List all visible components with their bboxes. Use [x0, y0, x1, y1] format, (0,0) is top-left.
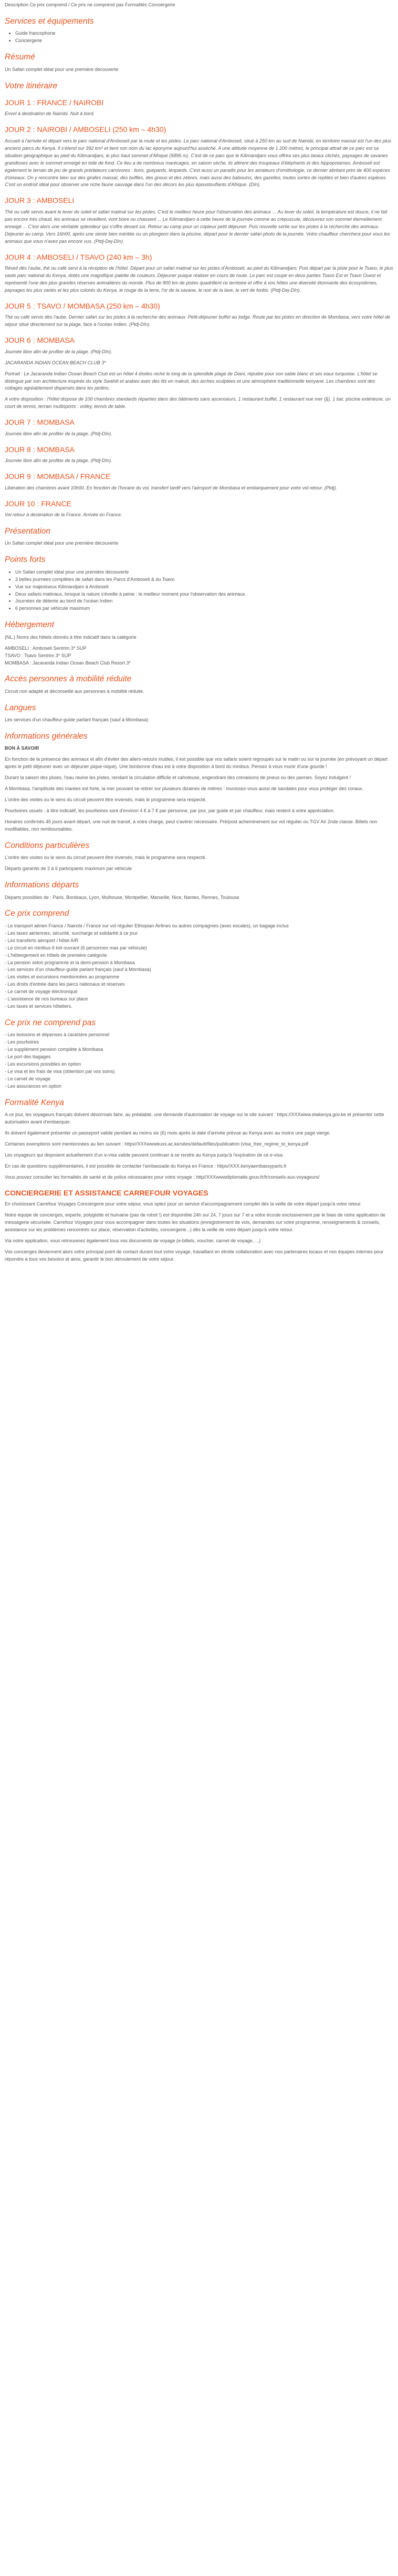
prix-ne-comprend-item: - Le visa et les frais de visa (obtention par vos soins) — [5, 1069, 115, 1075]
acces-text: Circuit non adapté et déconseillé aux personnes à mobilité réduite. — [5, 688, 144, 694]
day-title: JOUR 1 : FRANCE / NAIROBI — [5, 98, 104, 107]
day-text: Journée libre afin de profiter de la plage. (Ptdj-Dîn). — [5, 458, 112, 464]
prix-comprend-item: - Le circuit en minibus 6 toit ouvrant (6 personnes max par véhicule) — [5, 945, 147, 950]
prix-comprend-item: - Le transport aérien France / Nairobi / France sur vol régulier Ethiopian Airlines ou autres compagnies (avec escales), un bagage inclus — [5, 923, 289, 928]
day-text: Réveil dès l'aube, thé ou café servi à la réception de l'hôtel. Départ pour un safari matinal sur les pistes d'Amboseli, au pied du Kilimandjaro. Puis départ par la piste pour le Tsavo, le plus vaste parc national du Kenya, dotés une magnifique palette de couleurs. Déjeuner puique réaliser en cours de route. Le parc est coupé en deux parties Tsavo Est et Tsavo Ouest et représenté l'une des plus grandes réserves animalières du monde. Plus de 800 km de pistes quadrillent ce territoire et offre à vos hôtes une diversité étonnante des écosystèmes, paysages les plus variés et les plus colorés du Kenya, le rouge de la terre, l'or de la savane, le noir de la lave, le vert de forêts. (Ptdj-Dej-Dîn). — [5, 265, 393, 293]
prix-ne-comprend-list — [5, 1031, 393, 1090]
itinerary-title: Votre itinéraire — [5, 81, 58, 90]
day-title: JOUR 8 : MOMBASA — [5, 445, 75, 454]
prix-ne-comprend-item: - Le port des bagages — [5, 1054, 51, 1060]
day-text: Journée libre afin de profiter de la plage. (Ptdj-Dîn). — [5, 431, 112, 436]
day-title: JOUR 3 : AMBOSELI — [5, 196, 75, 205]
prix-comprend-item: - Les droits d'entrée dans les parcs nationaux et réserves — [5, 982, 125, 987]
prix-comprend-list — [5, 923, 393, 1010]
conciergerie-paragraph: Via notre application, vous retrouverez également tous vos documents de voyage (e-billets, voucher, carnet de voyage, ...) — [5, 1238, 261, 1244]
services-title: Services et équipements — [5, 16, 94, 26]
day-title: JOUR 6 : MOMBASA — [5, 336, 75, 345]
day-title: JOUR 2 : NAIROBI / AMBOSELI (250 km – 4h30) — [5, 125, 166, 134]
day-title: JOUR 4 : AMBOSELI / TSAVO (240 km – 3h) — [5, 252, 152, 261]
presentation-title: Présentation — [5, 527, 51, 536]
acces-title: Accès personnes à mobilité réduite — [5, 674, 132, 684]
formalite-paragraph: Les voyageurs qui disposent actuellement d'un e-visa valide peuvent continuer à se rendre au Kenya jusqu'à l'expiration de ce e-visa. — [5, 1152, 284, 1158]
description-tabs-line: Description Ce prix comprend / Ce prix ne comprend pas Formalités Conciergerie — [5, 2, 175, 7]
formalite-paragraph: Vous pouvez consulter les formalités de santé et de police nécessaires pour votre voyage : http//XXXwwwdiplomatie.gouv.fr/fr/conseils-aux-voyageurs/ — [5, 1174, 320, 1180]
day-title: JOUR 5 : TSAVO / MOMBASA (250 km – 4h30) — [5, 301, 160, 310]
day-text: Journée libre afin de profiter de la plage. (Ptdj-Dîn). — [5, 349, 112, 354]
document — [0, 0, 398, 1277]
day-text: Libération des chambres avant 10h00. En fonction de l'horaire du vol, transfert tardif vers l'aéroport de Mombasa et embarquement pour votre vol retour. (Ptdj). — [5, 485, 337, 490]
langues-title: Langues — [5, 703, 36, 712]
prix-comprend-item: - Les transferts aéroport / hôtel A/R — [5, 937, 79, 943]
prix-ne-comprend-item: - Les pourboires — [5, 1039, 39, 1045]
hotel-portrait: Portrait : Le Jacaranda Indian Ocean Beach Club est un hôtel 4 étoiles niché le long de la splendide plage de Diani, réputée pour son sable blanc et ses eaux turquoise. L'hôtel se distingue par son architecture inspirée du style Swahili et arabes avec des lits en makuti, des arches sculptées et une atmosphère traditionnelle kenyane. Les chambres sont des cottages agréablement dispersés dans les jardins. — [5, 371, 378, 391]
bon-a-savoir-subtitle: BON À SAVOIR — [5, 745, 39, 751]
prix-comprend-item: - Les visites et excursions mentionnées au programme — [5, 974, 120, 980]
formalite-paragraph: A ce jour, les voyageurs français doivent désormais faire, au préalable, une demande d'autorisation de voyage sur le site suivant : https://XXXwww.etakenya.gov.ke et présenter cette autorisation avant d'embarquer. — [5, 1112, 384, 1125]
info-paragraph: Pourboires usuels : à titre indicatif, les pourboires sont d'environ 4 € à 7 € par personne, par jour, par guide et par chauffeur, mais restent à votre appréciation. — [5, 808, 335, 814]
day-title: JOUR 10 : FRANCE — [5, 499, 71, 508]
prix-comprend-title: Ce prix comprend — [5, 909, 69, 918]
presentation-text: Un Safari complet idéal pour une première découverte — [5, 540, 119, 546]
info-paragraph: Horaires confirmés 45 jours avant départ, une nuit de transit, à votre charge, peut s'avérer nécessaire. Pré/post acheminement sur vol régulier ou TGV Air 2nde classe. Billets non modifiables, non remboursables. — [5, 819, 378, 832]
points-forts-list — [5, 569, 393, 613]
conditions-paragraph: L'ordre des visites ou le sens du circuit peuvent être inversés, mais le programme sera respecté. — [5, 855, 207, 861]
day-text: Envol à destination de Nairobi. Nuit à bord. — [5, 111, 95, 117]
day-title: JOUR 7 : MOMBASA — [5, 418, 75, 427]
info-paragraph: L'ordre des visites ou le sens du circuit peuvent être inversés, mais le programme sera respecté. — [5, 797, 207, 803]
prix-comprend-item: - Le carnet de voyage électronique — [5, 989, 78, 995]
day-text: Accueil à l'arrivée et départ vers le parc national d'Amboseli par la route et les pistes. Le parc national d'Amboseli, situé à 250 km au sud de Nairobi, en territoire massaï est l'un des plus anciens parcs du Kenya. Il s'étend sur 392 km² et tient son nom du lac éponyme aujourd'hui asséché. A une altitude moyenne de 1 200 mètres, le principal attrait de ce parc est sa situation géographique au pied du Kilimandjaro, le plus haut sommet d'Afrique (5895 m). C'est de ce parc que le Kilimandjaro vous offrira ses plus beaux clichés, paysages de savanes grandioses avec le sommet enneigé en toile de fond. Ce lieu a de nombreux marécages, en saison sèche, ils attirent des troupeaux d'éléphants et des hippopotames. Amboseli est également le terrain de jeu de grands prédateurs carnivores : lions, guépards, léopards. C'est aussi un paradis pour les amateurs d'ornithologie, ce dernier abritant près de 400 espèces d'oiseaux. On y rencontre bien sur des girafes massaï, des buffles, des gnous et des zèbres, mais aussi des babouins, des gazelles, toutes sortes de reptiles et bien d'autres espèces. C'est un endroit idéal pour observer une riche faune sauvage dans l'un des décors les plus époustouflants d'Afrique. (Dîn). — [5, 138, 392, 188]
points-forts-item: • 6 personnes par véhicule maximum — [15, 605, 393, 612]
prix-comprend-item: - Les taxes et services hôteliers. — [5, 1004, 72, 1009]
info-paragraph: Durant la saison des pluies, l'eau ravine les pistes, rendant la circulation difficile et cahoteuse, engendrant des crevaisons de pneus ou des pannes. Soyez indulgent ! — [5, 775, 351, 781]
prix-comprend-item: - L'assistance de nos bureaux sur place — [5, 996, 88, 1002]
conciergerie-paragraph: Vos concierges deviennent alors votre principal point de contact durant tout votre voyage, travaillant en étroite collaboration avec nos partenaires locaux et nos équipes internes pour répondre à tous vos besoins et ainsi, garantir le bon déroulement de votre séjour. — [5, 1249, 384, 1262]
day-text: Vol retour à destination de la France. Arrivée en France. — [5, 512, 122, 518]
formalite-paragraph: Ils doivent également présenter un passeport valide pendant au moins six (6) mois après la date d'arrivée prévue au Kenya avec au moins une page vierge. — [5, 1130, 331, 1136]
hotel-facilities: A votre disposition : l'hôtel dispose de 100 chambres standards réparties dans des bâtiments sans ascenseurs, 1 restaurant buffet, 1 restaurant vue mer (§), 1 bar, piscine extérieure, un court de tennis, terrain multisports : volley, tennis de table. — [5, 396, 391, 410]
hebergement-line: AMBOSELI : Amboseli Sentrim 3* SUP — [5, 645, 87, 651]
hebergement-intro: (NL.) Noms des hôtels donnés à titre indicatif dans la catégorie — [5, 634, 137, 640]
prix-comprend-item: - L'hébergement en hôtels de première catégorie — [5, 952, 107, 958]
conciergerie-title: CONCIERGERIE ET ASSISTANCE CARREFOUR VOYAGES — [5, 1188, 208, 1197]
points-forts-item: • Journées de détente au bord de l'océan Indien — [15, 598, 393, 605]
informations-generales-title: Informations générales — [5, 732, 88, 741]
prix-ne-comprend-item: - Les boissons et dépenses à caractère personnel — [5, 1032, 110, 1038]
prix-comprend-item: - Les taxes aériennes, sécurité, surcharge et solidarité à ce jour — [5, 930, 138, 936]
conditions-title: Conditions particulières — [5, 841, 90, 850]
points-forts-title: Points forts — [5, 555, 46, 565]
formalite-paragraph: Certaines exemptions sont mentionnées au lien suivant : https//XXXwwwkuxs.ac.ke/sites/default/files/publication (visa_free_regime_to_kenya.pdf — [5, 1141, 309, 1147]
services-item: • Conciergerie — [15, 37, 393, 45]
formalite-title: Formalité Kenya — [5, 1098, 64, 1107]
prix-comprend-item: - La pension selon programme et la demi-pension à Mombasa — [5, 959, 135, 965]
services-item: • Guide francophone — [15, 30, 393, 37]
prix-comprend-item: - Les services d'un chauffeur-guide parlant français (sauf à Mombasa) — [5, 967, 151, 973]
points-forts-item: • Deux safaris matinaux, lorsque la nature s'éveille à peine : le meilleur moment pour l'observation des animaux — [15, 591, 393, 598]
prix-ne-comprend-item: - Le supplément pension complète à Mombasa — [5, 1047, 103, 1052]
info-paragraph: En fonction de la présence des animaux et afin d'éviter des allers-retours inutiles, il est possible que vos safaris soient regroupés sur le matin ou sur la journée (en prévoyant un départ après le petit déjeuner avec un déjeuner pique-nique). Une bonbonne d'eau est à votre disposition à bord du minibus. Pensez à vous munir d'une gourde ! — [5, 757, 388, 770]
day-title: JOUR 9 : MOMBASA / FRANCE — [5, 472, 111, 481]
prix-ne-comprend-title: Ce prix ne comprend pas — [5, 1018, 96, 1028]
resume-title: Résumé — [5, 53, 35, 62]
formalite-paragraph: En cas de questions supplémentaires, il est possible de contacter l'ambassade du Kenya en France : https//XXX.kenyaembassyparis.fr — [5, 1163, 287, 1169]
resume-text: Un Safari complet idéal pour une première découverte — [5, 66, 119, 72]
prix-ne-comprend-item: - Les assurances en option — [5, 1083, 62, 1089]
conditions-paragraph: Départs garantis de 2 à 6 participants maximum par véhicule — [5, 866, 132, 872]
langues-text: Les services d'un chauffeur-guide parlant français (sauf à Mombasa) — [5, 717, 149, 723]
points-forts-item: • Un Safari complet idéal pour une première découverte — [15, 569, 393, 576]
hotel-name: JACARANDA INDIAN OCEAN BEACH CLUB 3* — [5, 360, 106, 365]
infos-departs-title: Informations départs — [5, 881, 79, 890]
info-paragraph: A Mombasa, l'amplitude des marées est forte, la mer pouvant se retirer sur plusieurs dizaines de mètres : munissez-vous aussi de sandales pour vous protéger des coraux. — [5, 786, 364, 792]
hebergement-line: MOMBASA : Jacaranda Indian Ocean Beach Club Resort 3* — [5, 660, 131, 666]
hebergement-line: TSAVO : Tsavo Sentrim 3* SUP — [5, 652, 71, 658]
conciergerie-paragraph: En choisissant Carrefour Voyages Conciergerie pour votre séjour, vous optez pour un service d'accompagnement complet dès la veille de votre départ jusqu'à votre retour. — [5, 1201, 362, 1207]
conciergerie-paragraph: Notre équipe de concierges, experte, polyglotte et humaine (pas de robot !) est disponible 24h sur 24, 7 jours sur 7 et a votre écoute exclusivement par le biais de notre application de messagerie sécurisée. Carrefour Voyages pour vous accompagner dans toutes les situations (enregistrement de vols, demandes sur votre programme, renseignements & conseils, assistance sur les problèmes rencontrés sur place, réservation d'activités, conciergerie...) dès la veille de votre départ jusqu'à votre retour. — [5, 1212, 385, 1233]
day-text: Thé ou café servis avant le lever du soleil et safari matinal sur les pistes. C'est le meilleur heure pour l'observation des animaux ... Au lever du soleil, la température est douce, il ne fait pas encore très chaud, les animaux se réveillent, vont boire ou chassent ... Le Kilimandjaro à cette heure de la journée comme au crépuscule, découvrez son sommet éternellement enneigé ... C'est alors une véritable splendeur qui s'offre devant soi. Retour au camp pour un copieux petit déjeuner. Puis nouvelle sortie sur les pistes à la recherche des animaux. Déjeuner au camp. Vers 16h00, après une sieste bien méritée ou un plongeon dans la piscine, départ pour le dernier safari photo de la journée. Votre chauffeur cherchera pour vous les animaux que vous n'avez pas encore vus. (Ptdj-Dej-Dîn). — [5, 209, 390, 244]
services-list — [5, 30, 393, 45]
points-forts-item: • Vue sur majestueux Kilimandjaro à Amboseli — [15, 584, 393, 591]
infos-departs-text: Départs possibles de : Paris, Bordeaux, Lyon, Mulhouse, Montpellier, Marseille, Nice, Nantes, Rennes, Toulouse — [5, 894, 239, 900]
hebergement-title: Hébergement — [5, 620, 54, 630]
day-text: Thé ou café servis dès l'aube. Dernier safari sur les pistes à la recherche des animaux. Petit-déjeuner buffet au lodge. Route par les pistes en direction de Mombasa, vers votre hôtel de séjour situé directement sur la plage, face à l'océan Indien. (Ptdj-Dîn). — [5, 314, 391, 328]
points-forts-item: • 3 belles journées complètes de safari dans les Parcs d'Amboseli & du Tsavo — [15, 576, 393, 584]
prix-ne-comprend-item: - Le carnet de voyage — [5, 1076, 51, 1082]
prix-ne-comprend-item: - Les excursions possibles en option — [5, 1061, 81, 1067]
